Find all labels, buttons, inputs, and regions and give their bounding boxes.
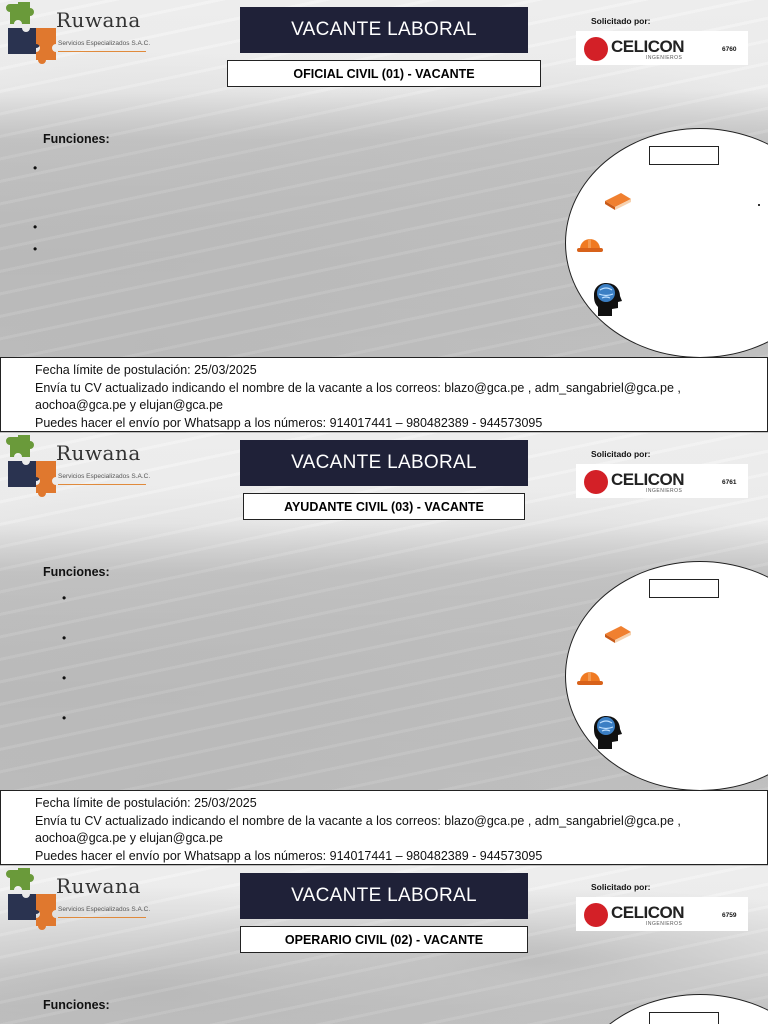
requested-by-label: Solicitado por: [591,882,651,892]
list-item: • [33,242,38,256]
client-logo-box [576,464,748,498]
client-subtitle: INGENIEROS [646,55,683,61]
functions-label: Funciones: [43,565,110,579]
application-info [0,790,768,865]
brain-head-icon [592,281,622,317]
brand-name: Ruwana [56,8,141,32]
client-logo-box [576,897,748,931]
brand-underline [58,484,146,485]
vacancy-panel-3 [0,866,768,1024]
deadline-text: Fecha límite de postulación: 25/03/2025 [35,363,257,377]
requirements-box [649,1012,719,1024]
list-item: • [62,591,67,605]
vacancy-banner: VACANTE LABORAL [240,440,528,486]
functions-label: Funciones: [43,998,110,1012]
hard-hat-icon [576,235,604,255]
requested-by-label: Solicitado por: [591,16,651,26]
ruwana-logo [4,0,154,66]
celicon-logo-icon [584,37,608,61]
ruwana-logo [4,866,154,932]
book-icon [603,189,633,211]
brain-head-icon [592,714,622,750]
client-subtitle: INGENIEROS [646,488,683,494]
vacancy-banner: VACANTE LABORAL [240,873,528,919]
client-number: 6761 [722,479,737,486]
cv-instructions-line1: Envía tu CV actualizado indicando el nombre de la vacante a los correos: blazo@gca.pe , adm_sangabriel@gca.pe , [35,380,681,395]
puzzle-logo-icon [4,0,60,66]
vacancy-panel-2 [0,433,768,866]
functions-label: Funciones: [43,132,110,146]
cv-instructions-line2: aochoa@gca.pe y elujan@gca.pe [35,831,224,845]
list-item: • [33,220,38,234]
celicon-logo-icon [584,470,608,494]
position-title: AYUDANTE CIVIL (03) - VACANTE [243,493,525,520]
brand-subtitle: Servicios Especializados S.A.C. [58,473,151,480]
position-title: OFICIAL CIVIL (01) - VACANTE [227,60,541,87]
deadline-text: Fecha límite de postulación: 25/03/2025 [35,796,257,810]
list-item: • [62,631,67,645]
celicon-logo-icon [584,903,608,927]
client-logo-box [576,31,748,65]
book-icon [603,622,633,644]
puzzle-logo-icon [4,433,60,499]
brand-underline [58,51,146,52]
requested-by-label: Solicitado por: [591,449,651,459]
list-item: • [33,161,38,175]
whatsapp-text: Puedes hacer el envío por Whatsapp a los números: 914017441 – 980482389 - 944573095 [35,415,543,430]
list-item: • [62,711,67,725]
brand-subtitle: Servicios Especializados S.A.C. [58,906,151,913]
brand-name: Ruwana [56,441,141,465]
application-info [0,357,768,432]
client-subtitle: INGENIEROS [646,921,683,927]
ruwana-logo [4,433,154,499]
list-item: • [62,671,67,685]
vacancy-panel-1 [0,0,768,433]
puzzle-logo-icon [4,866,60,932]
requirements-box [649,146,719,165]
brand-underline [58,917,146,918]
hard-hat-icon [576,668,604,688]
dot-mark [758,204,760,206]
cv-instructions-line2: aochoa@gca.pe y elujan@gca.pe [35,398,224,412]
position-title: OPERARIO CIVIL (02) - VACANTE [240,926,528,953]
requirements-box [649,579,719,598]
client-name: CELICON [611,470,684,489]
whatsapp-text: Puedes hacer el envío por Whatsapp a los números: 914017441 – 980482389 - 944573095 [35,848,543,863]
brand-name: Ruwana [56,874,141,898]
client-number: 6760 [722,46,737,53]
client-name: CELICON [611,903,684,922]
vacancy-banner: VACANTE LABORAL [240,7,528,53]
brand-subtitle: Servicios Especializados S.A.C. [58,40,151,47]
cv-instructions-line1: Envía tu CV actualizado indicando el nombre de la vacante a los correos: blazo@gca.pe , adm_sangabriel@gca.pe , [35,813,681,828]
client-number: 6759 [722,912,737,919]
client-name: CELICON [611,37,684,56]
